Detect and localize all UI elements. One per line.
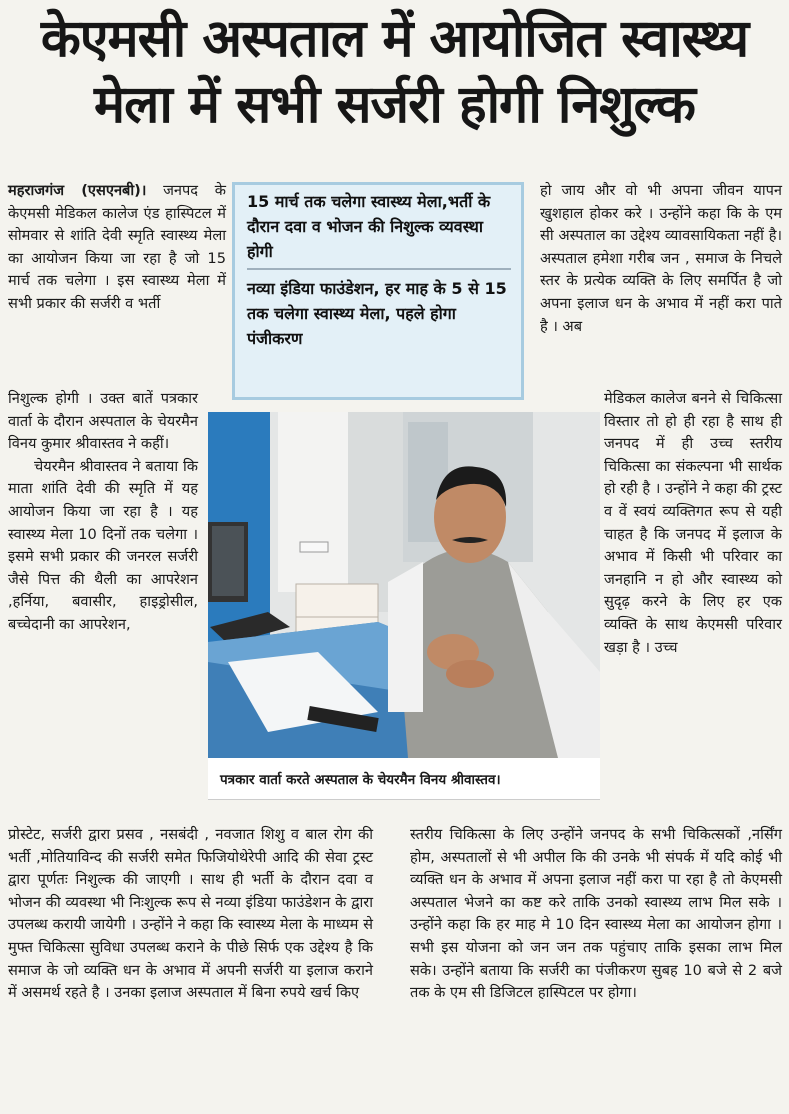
highlight-box: [232, 182, 524, 400]
dateline: महराजगंज (एसएनबी)।: [8, 182, 147, 199]
article-column-2-bottom: [410, 824, 782, 1005]
article-paragraph: चेयरमैन श्रीवास्तव ने बताया कि माता शांति देवी की स्मृति में यह आयोजन किया जा रहा है । यह स्वास्थ्य मेला 10 दिनों तक चलेगा । इसमे सभी प्रकार की जनरल सर्जरी जैसे पित्त की थैली का आपरेशन ,हर्निया, बवासीर, हाइड्रोसील, बच्चेदानी का आपरेशन,: [8, 457, 198, 633]
highlight-subhead-2: नव्या इंडिया फाउंडेशन, हर माह के 5 से 15 तक चलेगा स्वास्थ्य मेला, पहले होगा पंजीकरण: [247, 279, 507, 348]
headline-line-1: केएमसी अस्पताल में आयोजित स्वास्थ्य: [40, 9, 749, 69]
article-paragraph: जनपद के केएमसी मेडिकल कालेज एंड हास्पिटल में सोमवार से शांति देवी स्मृति स्वास्थ्य मेला का आयोजन किया जा रहा है जो 15 मार्च तक चलेगा । इस स्वास्थ्य मेला में सभी प्रकार की सर्जरी व भर्ती: [8, 182, 226, 312]
article-column-3-middle: [604, 388, 782, 659]
highlight-subhead-1: 15 मार्च तक चलेगा स्वास्थ्य मेला,भर्ती के दौरान दवा व भोजन की निशुल्क व्यवस्था होगी: [247, 189, 511, 270]
article-column-3-top: [540, 180, 782, 338]
article-paragraph: हो जाय और वो भी अपना जीवन यापन खुशहाल होकर करे । उन्होंने कहा कि के एम सी अस्पताल का उद्देश्य व्यावसायिकता नहीं है। अस्पताल हमेशा गरीब जन , समाज के निचले स्तर के प्रत्येक व्यक्ति के लिए समर्पित है जो अपना इलाज धन के अभाव में नहीं करा पाते है । अब: [540, 182, 782, 335]
headline: [0, 6, 789, 138]
chairman-photo: [208, 412, 600, 758]
photo-caption: पत्रकार वार्ता करते अस्पताल के चेयरमैन विनय श्रीवास्तव।: [208, 758, 600, 800]
article-paragraph: प्रोस्टेट, सर्जरी द्वारा प्रसव , नसबंदी , नवजात शिशु व बाल रोग की भर्ती ,मोतियाविन्द की सर्जरी समेत फिजियोथेरेपी आदि की सेवा ट्रस्ट द्वारा पूर्णतः निशुल्क की जाएगी । साथ ही भर्ती के दौरान दवा व भोजन की व्यवस्था भी निःशुल्क रूप से नव्या इंडिया फाउंडेशन के द्वारा उपलब्ध करायी जायेगी । उन्होंने ने कहा कि स्वास्थ्य मेला के माध्यम से मुफ्त चिकित्सा सुविधा उपलब्ध कराने के पीछे सिर्फ एक उद्देश्य है कि समाज के जो व्यक्ति धन के अभाव में अपनी सर्जरी या इलाज कराने में असमर्थ रहते है । उनका इलाज अस्पताल में बिना रुपये खर्च किए: [8, 826, 373, 1002]
headline-line-2: मेला में सभी सर्जरी होगी निशुल्क: [94, 75, 695, 135]
article-paragraph: निशुल्क होगी । उक्त बातें पत्रकार वार्ता के दौरान अस्पताल के चेयरमैन विनय कुमार श्रीवास्तव ने कहीं।: [8, 390, 198, 453]
article-paragraph: मेडिकल कालेज बनने से चिकित्सा विस्तार तो हो ही रहा है साथ ही जनपद में ही उच्च स्तरीय चिकित्सा का संकल्पना भी सार्थक हो रही है । उन्होंने ने कहा की ट्रस्ट व वें स्वयं व्यक्तिगत रूप से यही चाहत है कि जनपद में इलाज के अभाव में किसी भी परिवार का जनहानि न हो और स्वास्थ्य को सुदृढ़ करने के लिए हर एक व्यक्ति के साथ केएमसी परिवार खड़ा है । उच्च: [604, 390, 782, 656]
article-column-1-bottom: [8, 824, 373, 1005]
article-column-1-middle: [8, 388, 198, 637]
article-column-1-top: [8, 180, 226, 316]
article-paragraph: स्तरीय चिकित्सा के लिए उन्होंने जनपद के सभी चिकित्सकों ,नर्सिंग होम, अस्पतालों से भी अपील कि की उनके भी संपर्क में यदि कोई भी व्यक्ति धन के अभाव में अपना इलाज नहीं करा पा रहा है तो केएमसी अस्पताल भेजने का कष्ट करे ताकि उनको स्वास्थ्य लाभ मिल सके । उन्होंने कहा कि हर माह मे 10 दिन स्वास्थ्य मेला का आयोजन होगा । सभी इस योजना को जन जन तक पहुंचाए ताकि इसका लाभ मिल सके। उन्होंने बताया कि सर्जरी का पंजीकरण सुबह 10 बजे से 2 बजे तक के एम सी डिजिटल हास्पिटल पर होगा।: [410, 826, 782, 1002]
photo-illustration: [208, 412, 600, 758]
